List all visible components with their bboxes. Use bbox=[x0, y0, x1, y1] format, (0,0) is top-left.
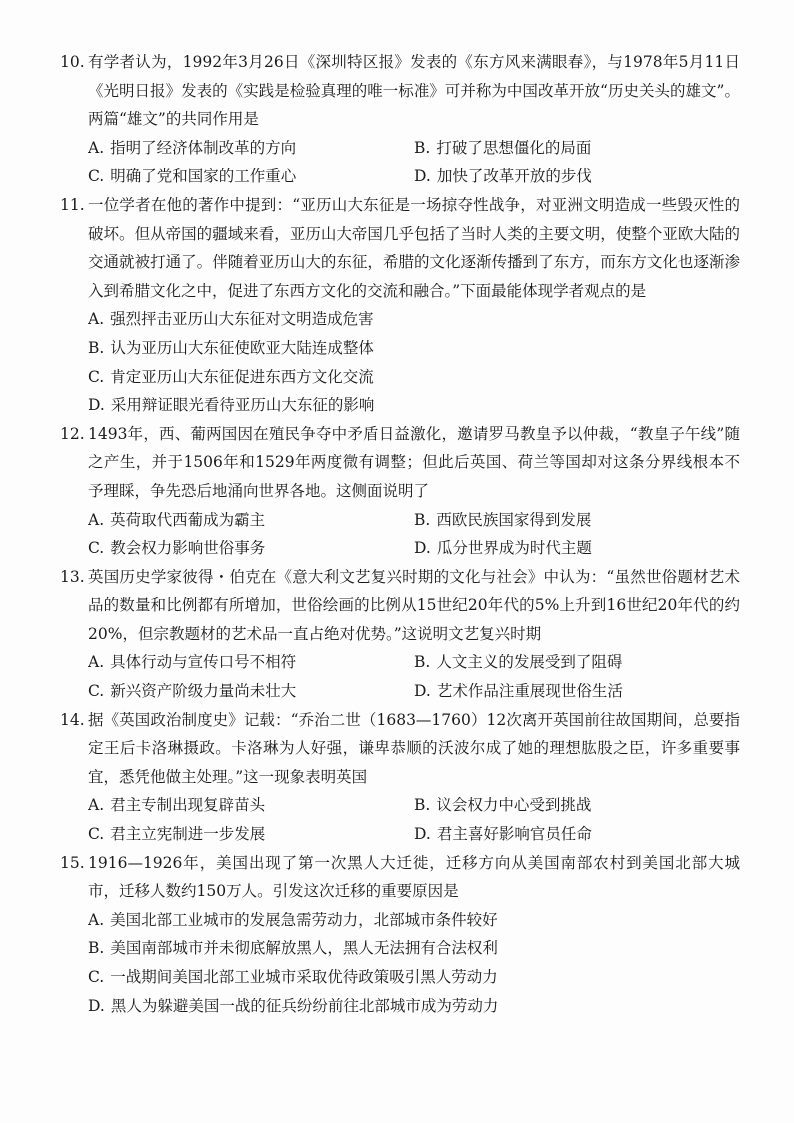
option-text: 教会权力影响世俗事务 bbox=[110, 539, 266, 558]
question-text: 英国历史学家彼得・伯克在《意大利文艺复兴时期的文化与社会》中认为：“虽然世俗题材艺术品的数量和比例都有所增加，世俗绘画的比例从15世纪20年代的5%上升到16世纪20年代的约20%，但宗教题材的艺术品一直占绝对优势。”这说明文艺复兴时期 bbox=[88, 567, 740, 643]
question-stem bbox=[60, 420, 740, 506]
option-letter: A. bbox=[88, 653, 105, 672]
question-stem bbox=[60, 849, 740, 906]
option-text: 具体行动与宣传口号不相符 bbox=[110, 653, 297, 672]
option-letter: C. bbox=[88, 167, 105, 186]
option-letter: C. bbox=[88, 539, 105, 558]
question-stem bbox=[60, 48, 740, 134]
question-number: 14. bbox=[60, 710, 85, 729]
option-letter: D. bbox=[414, 682, 431, 701]
option-text: 美国南部城市并未彻底解放黑人，黑人无法拥有合法权利 bbox=[110, 939, 498, 958]
option-c[interactable] bbox=[88, 162, 414, 191]
option-text: 打破了思想僵化的局面 bbox=[436, 138, 592, 157]
question-stem bbox=[60, 563, 740, 649]
option-text: 艺术作品注重展现世俗生活 bbox=[436, 682, 623, 701]
option-text: 采用辩证眼光看待亚历山大东征的影响 bbox=[110, 396, 375, 415]
option-text: 肯定亚历山大东征促进东西方文化交流 bbox=[110, 367, 374, 386]
question-number: 11. bbox=[60, 195, 85, 214]
question-15 bbox=[60, 849, 740, 1021]
option-c[interactable] bbox=[88, 820, 414, 849]
option-letter: C. bbox=[88, 825, 105, 844]
option-list bbox=[88, 648, 740, 705]
option-b[interactable] bbox=[88, 934, 740, 963]
option-d[interactable] bbox=[414, 677, 740, 706]
option-text: 黑人为躲避美国一战的征兵纷纷前往北部城市成为劳动力 bbox=[110, 996, 499, 1015]
option-text: 认为亚历山大东征使欧亚大陆连成整体 bbox=[110, 338, 374, 357]
option-letter: C. bbox=[88, 367, 105, 386]
option-letter: A. bbox=[88, 910, 105, 929]
question-13 bbox=[60, 563, 740, 706]
question-text: 有学者认为，1992年3月26日《深圳特区报》发表的《东方风来满眼春》，与1978年5月11日《光明日报》发表的《实践是检验真理的唯一标准》可并称为中国改革开放“历史关头的雄文”。两篇“雄文”的共同作用是 bbox=[88, 53, 740, 129]
option-a[interactable] bbox=[88, 134, 414, 163]
option-d[interactable] bbox=[88, 391, 740, 420]
question-text: 据《英国政治制度史》记载：“乔治二世（1683—1760）12次离开英国前往故国期间，总要指定王后卡洛琳摄政。卡洛琳为人好强，谦卑恭顺的沃波尔成了她的理想肱股之臣，许多重要事宜，悉凭他做主处理。”这一现象表明英国 bbox=[88, 710, 740, 786]
option-text: 强烈抨击亚历山大东征对文明造成危害 bbox=[110, 310, 374, 329]
option-letter: A. bbox=[88, 510, 105, 529]
option-letter: A. bbox=[88, 796, 105, 815]
option-a[interactable] bbox=[88, 305, 740, 334]
option-text: 君主立宪制进一步发展 bbox=[110, 825, 266, 844]
option-letter: D. bbox=[88, 396, 105, 415]
option-text: 英荷取代西葡成为霸主 bbox=[110, 510, 266, 529]
question-10 bbox=[60, 48, 740, 191]
question-14 bbox=[60, 706, 740, 849]
question-list bbox=[60, 48, 740, 1020]
option-a[interactable] bbox=[88, 506, 414, 535]
option-a[interactable] bbox=[88, 906, 740, 935]
option-d[interactable] bbox=[414, 820, 740, 849]
option-c[interactable] bbox=[88, 677, 414, 706]
option-letter: D. bbox=[414, 825, 431, 844]
option-list bbox=[88, 305, 740, 419]
option-text: 君主专制出现复辟苗头 bbox=[110, 796, 266, 815]
option-text: 新兴资产阶级力量尚未壮大 bbox=[110, 682, 297, 701]
option-b[interactable] bbox=[414, 506, 740, 535]
option-letter: D. bbox=[88, 996, 105, 1015]
option-list bbox=[88, 506, 740, 563]
option-text: 君主喜好影响官员任命 bbox=[436, 825, 592, 844]
question-number: 15. bbox=[60, 853, 85, 872]
question-number: 13. bbox=[60, 567, 85, 586]
option-letter: A. bbox=[88, 138, 105, 157]
option-b[interactable] bbox=[414, 134, 740, 163]
option-list bbox=[88, 134, 740, 191]
option-letter: B. bbox=[414, 796, 431, 815]
question-stem bbox=[60, 706, 740, 792]
option-b[interactable] bbox=[414, 791, 740, 820]
option-text: 明确了党和国家的工作重心 bbox=[110, 167, 297, 186]
option-text: 加快了改革开放的步伐 bbox=[436, 167, 592, 186]
option-letter: C. bbox=[88, 968, 105, 986]
option-c[interactable] bbox=[88, 534, 414, 563]
option-c[interactable] bbox=[88, 363, 740, 392]
option-letter: B. bbox=[414, 138, 431, 157]
question-12 bbox=[60, 420, 740, 563]
option-d[interactable] bbox=[414, 162, 740, 191]
option-text: 人文主义的发展受到了阻碍 bbox=[436, 653, 623, 672]
option-letter: A. bbox=[88, 310, 105, 329]
option-b[interactable] bbox=[88, 334, 740, 363]
option-letter: D. bbox=[414, 539, 431, 558]
option-text: 议会权力中心受到挑战 bbox=[436, 796, 592, 815]
option-text: 指明了经济体制改革的方向 bbox=[110, 138, 297, 157]
question-text: 1493年，西、葡两国因在殖民争夺中矛盾日益激化，邀请罗马教皇予以仲裁，“教皇子午线”随之产生，并于1506年和1529年两度微有调整；但此后英国、荷兰等国却对这条分界线根本不予理睬，争先恐后地涌向世界各地。这侧面说明了 bbox=[88, 424, 740, 500]
option-text: 一战期间美国北部工业城市采取优待政策吸引黑人劳动力 bbox=[110, 968, 498, 986]
option-a[interactable] bbox=[88, 648, 414, 677]
option-d[interactable] bbox=[88, 992, 740, 1021]
option-list bbox=[88, 791, 740, 848]
option-b[interactable] bbox=[414, 648, 740, 677]
option-letter: B. bbox=[414, 653, 431, 672]
option-list bbox=[88, 906, 740, 1020]
question-text: 一位学者在他的著作中提到：“亚历山大东征是一场掠夺性战争，对亚洲文明造成一些毁灭性的破坏。但从帝国的疆域来看，亚历山大帝国几乎包括了当时人类的主要文明，使整个亚欧大陆的交通就被打通了。伴随着亚历山大的东征，希腊的文化逐渐传播到了东方，而东方文化也逐渐渗入到希腊文化之中，促进了东西方文化的交流和融合。”下面最能体现学者观点的是 bbox=[88, 195, 740, 300]
option-letter: C. bbox=[88, 682, 105, 701]
option-d[interactable] bbox=[414, 534, 740, 563]
option-text: 西欧民族国家得到发展 bbox=[436, 510, 592, 529]
question-number: 10. bbox=[60, 53, 85, 71]
question-stem bbox=[60, 191, 740, 305]
question-text: 1916—1926年，美国出现了第一次黑人大迁徙，迁移方向从美国南部农村到美国北部大城市，迁移人数约150万人。引发这次迁移的重要原因是 bbox=[88, 853, 740, 901]
option-letter: D. bbox=[414, 167, 431, 186]
question-11 bbox=[60, 191, 740, 420]
option-text: 瓜分世界成为时代主题 bbox=[436, 539, 592, 558]
option-c[interactable] bbox=[88, 963, 740, 992]
option-letter: B. bbox=[414, 510, 431, 529]
option-text: 美国北部工业城市的发展急需劳动力，北部城市条件较好 bbox=[110, 910, 498, 929]
question-number: 12. bbox=[60, 424, 85, 443]
option-letter: B. bbox=[88, 338, 105, 357]
option-letter: B. bbox=[88, 939, 105, 958]
option-a[interactable] bbox=[88, 791, 414, 820]
